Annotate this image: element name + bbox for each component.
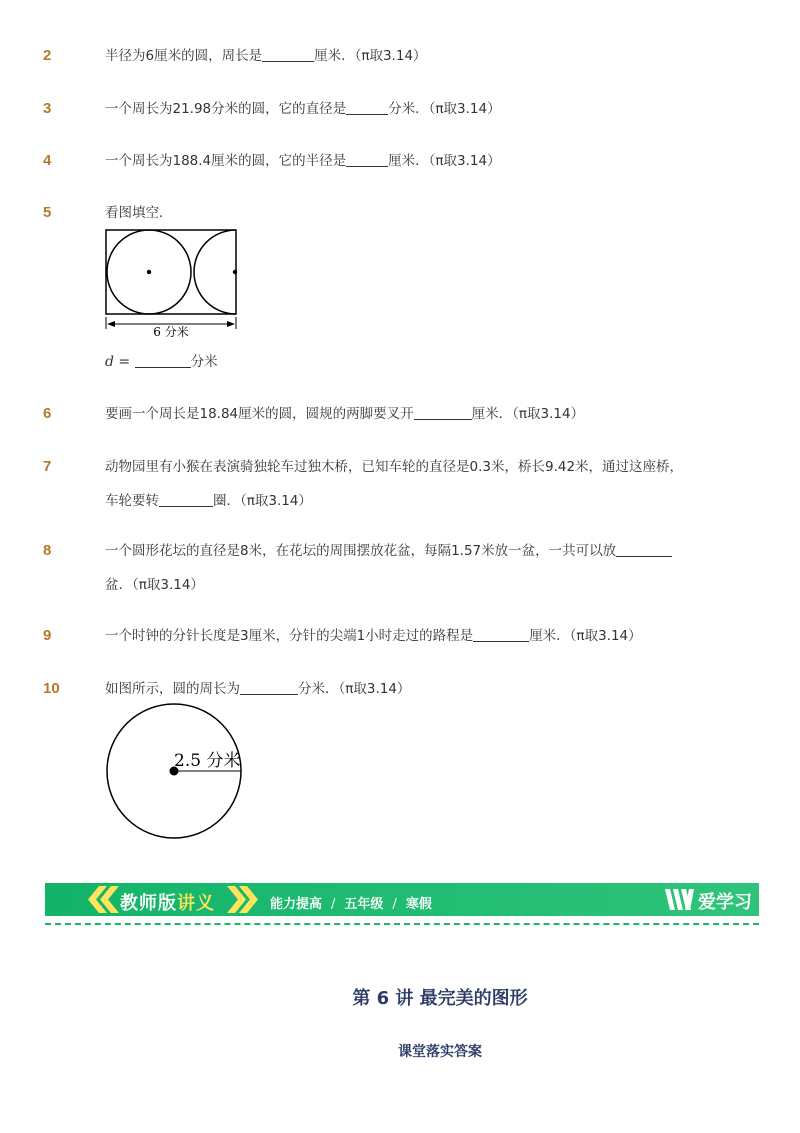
banner-title: 教师版讲义 bbox=[120, 893, 215, 914]
rectangle-circles-figure bbox=[100, 225, 250, 337]
question-text: 一个圆形花坛的直径是8米，在花坛的周围摆放花盆，每隔1.57米放一盆，一共可以放 盆．（π取3.14） bbox=[105, 534, 745, 602]
question-text: 动物园里有小猴在表演骑独轮车过独木桥，已知车轮的直径是0.3米，桥长9.42米，通过这座桥， 车轮要转 圈．（π取3.14） bbox=[105, 459, 684, 509]
circle-radius-figure bbox=[100, 700, 250, 845]
answer-blank bbox=[262, 48, 314, 63]
question-number: 4 bbox=[43, 152, 52, 169]
answer-blank bbox=[159, 493, 213, 508]
question-text: 如图所示，圆的周长为 分米．（π取3.14） bbox=[105, 681, 411, 697]
brand-name: 爱学习 bbox=[698, 892, 752, 913]
question-number: 5 bbox=[43, 204, 52, 221]
question-text: 半径为6厘米的圆，周长是 厘米．（π取3.14） bbox=[105, 48, 427, 64]
lecture-title: 第 6 讲 最完美的图形 bbox=[352, 988, 528, 1009]
question-text: 一个周长为188.4厘米的圆，它的半径是 厘米．（π取3.14） bbox=[105, 153, 501, 169]
figure-width-label: 6 分米 bbox=[153, 325, 189, 337]
question-text: 看图填空． bbox=[105, 205, 173, 221]
answer-blank bbox=[240, 681, 298, 696]
question-number: 9 bbox=[43, 627, 52, 644]
answer-blank bbox=[346, 101, 388, 116]
radius-label: 2.5 分米 bbox=[174, 751, 241, 771]
answer-section-title: 课堂落实答案 bbox=[398, 1044, 482, 1060]
answer-blank bbox=[616, 543, 672, 558]
question-5-answer: d = 分米 bbox=[105, 354, 218, 370]
question-number: 8 bbox=[43, 542, 52, 559]
answer-blank bbox=[135, 353, 191, 368]
banner-divider bbox=[45, 923, 759, 925]
question-number: 7 bbox=[43, 458, 52, 475]
answer-blank bbox=[473, 628, 529, 643]
question-number: 3 bbox=[43, 100, 52, 117]
question-text: 要画一个周长是18.84厘米的圆，圆规的两脚要叉开 厘米．（π取3.14） bbox=[105, 406, 585, 422]
banner-subtitle: 能力提高 / 五年级 / 寒假 bbox=[270, 897, 432, 912]
answer-blank bbox=[414, 406, 472, 421]
question-number: 10 bbox=[43, 680, 60, 697]
question-number: 6 bbox=[43, 405, 52, 422]
question-number: 2 bbox=[43, 47, 52, 64]
question-text: 一个周长为21.98分米的圆，它的直径是 分米．（π取3.14） bbox=[105, 101, 501, 117]
question-text: 一个时钟的分针长度是3厘米，分针的尖端1小时走过的路程是 厘米．（π取3.14） bbox=[105, 628, 642, 644]
answer-blank bbox=[346, 153, 388, 168]
